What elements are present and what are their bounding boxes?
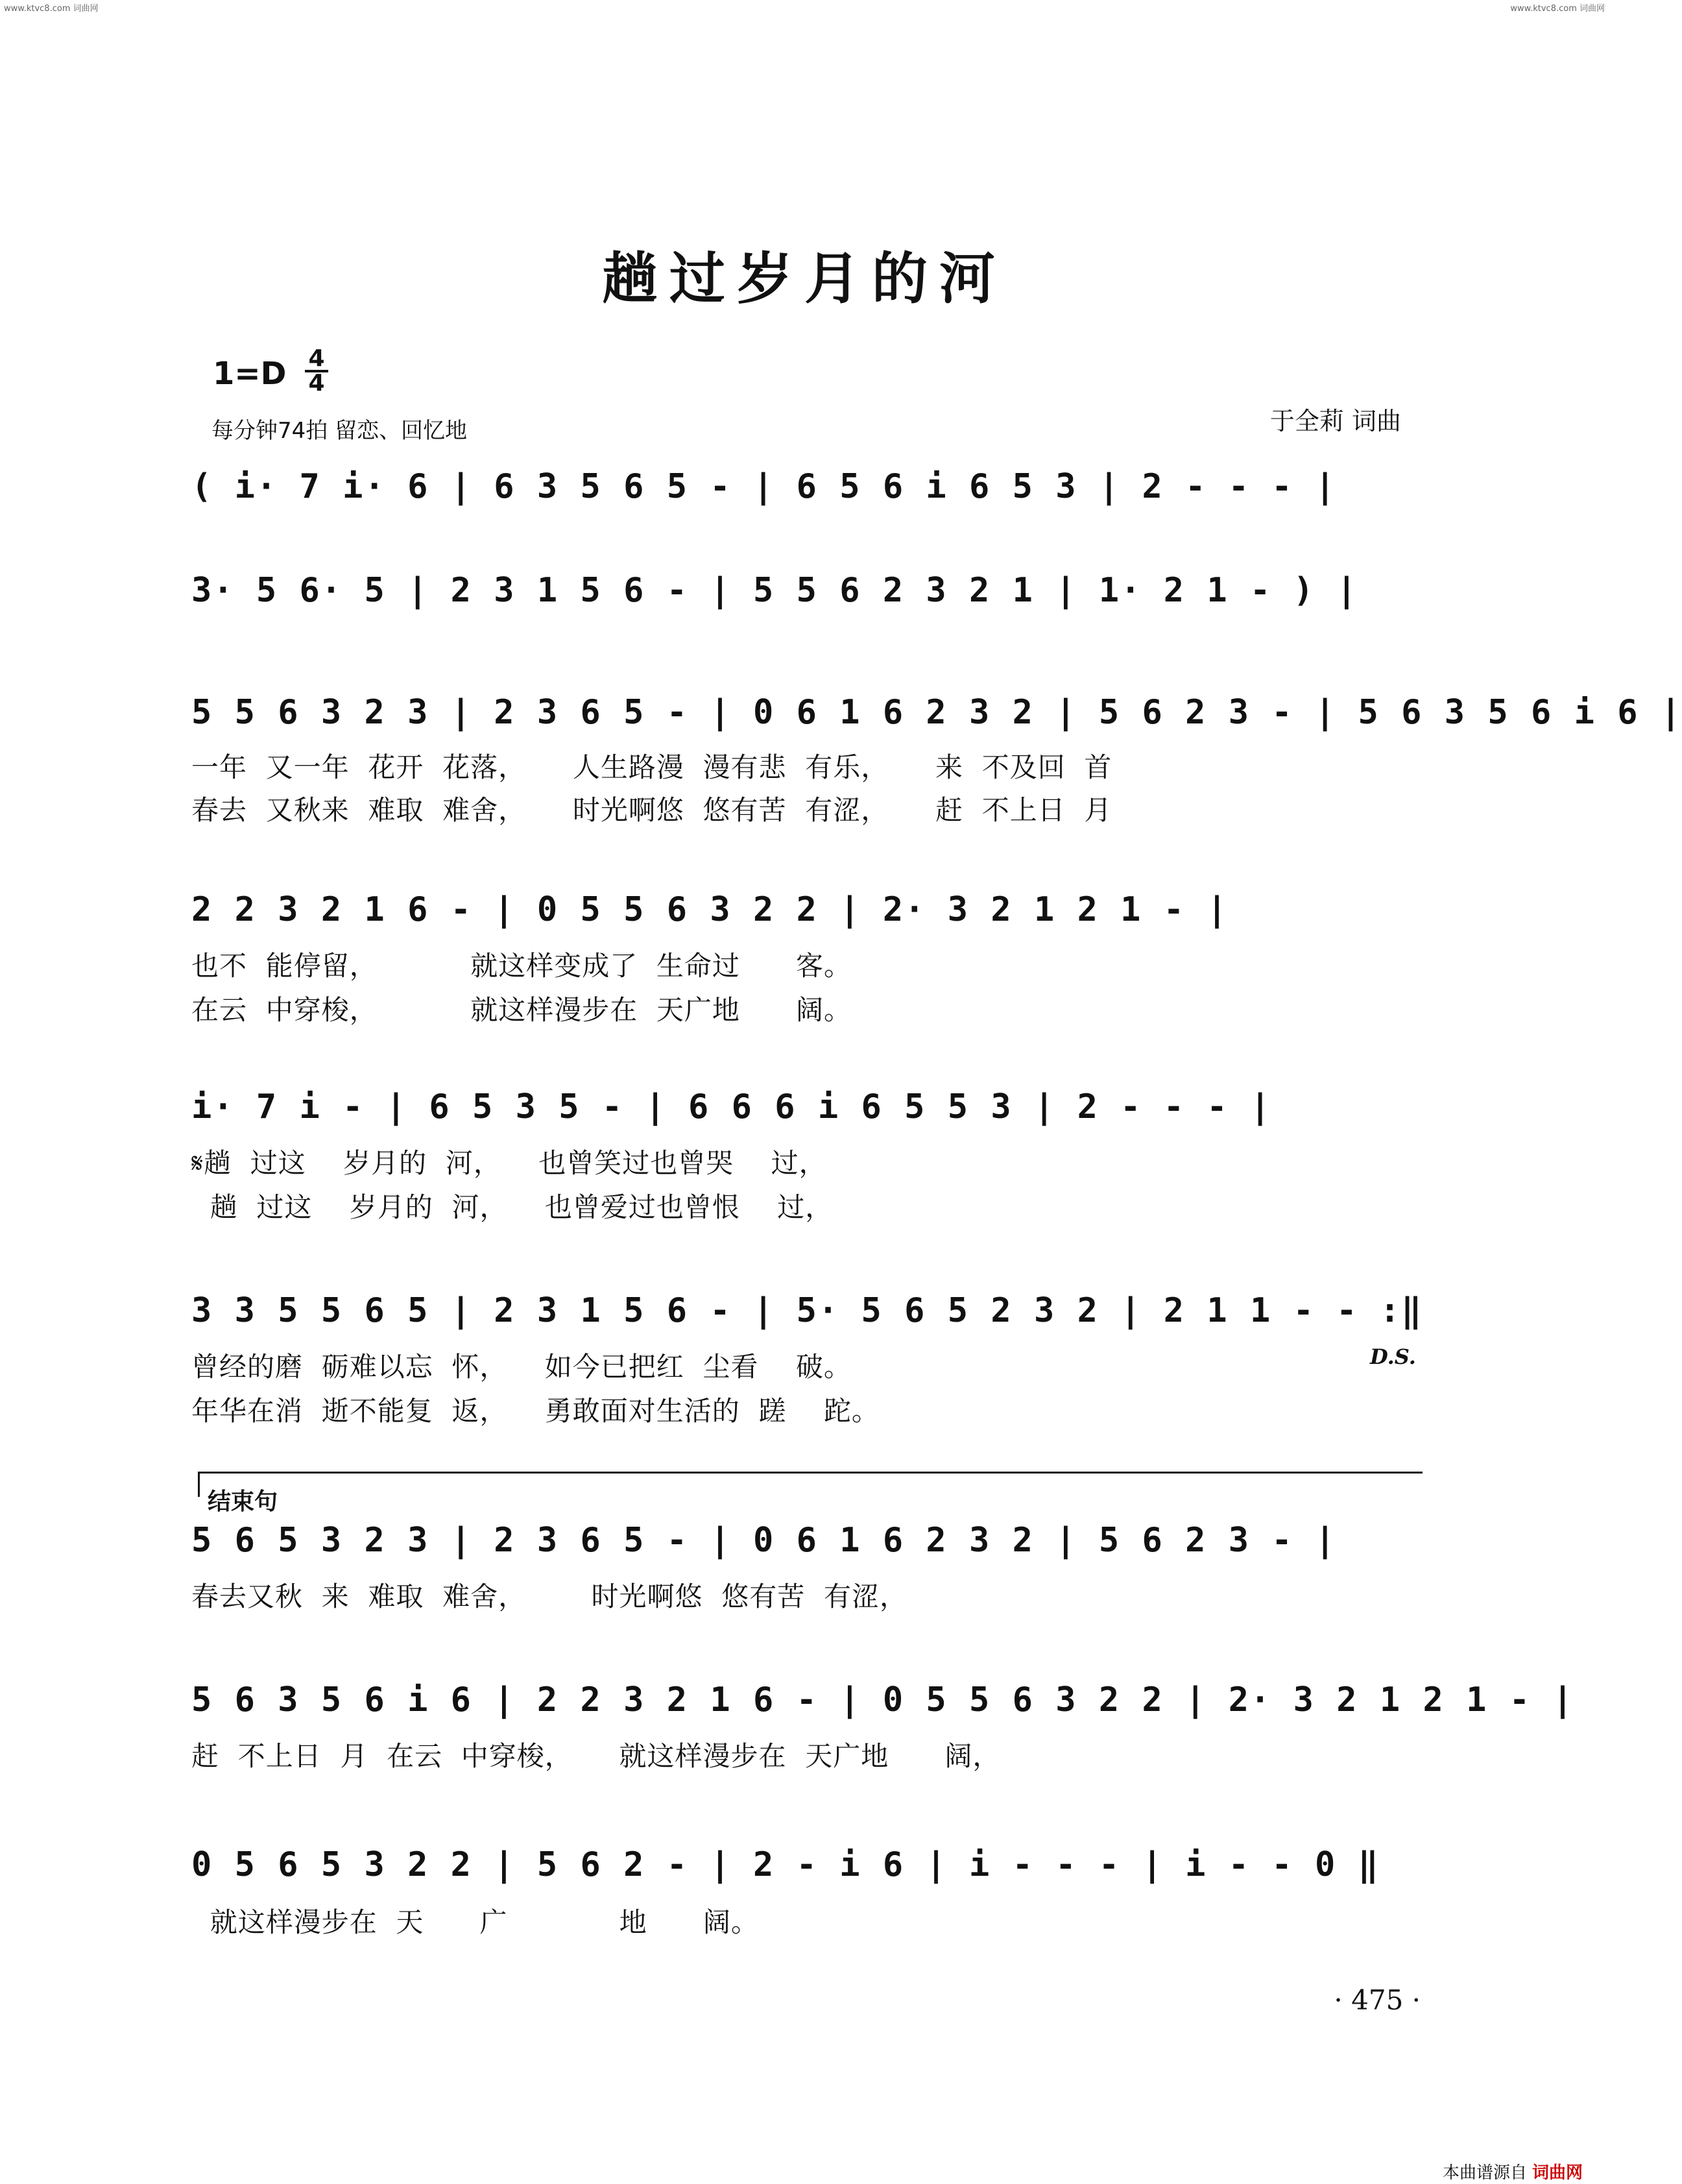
key-signature: 1=D bbox=[213, 356, 287, 392]
footer-text: 本曲谱源自 bbox=[1442, 2163, 1527, 2183]
dal-segno-mark: D.S. bbox=[1370, 1344, 1416, 1369]
notation-line-2: 3· 5 6· 5 | 2 3 1 5 6 - | 5 5 6 2 3 2 1 | 1· 2 1 - ) | bbox=[191, 571, 1358, 610]
notation-line-6: 3 3 5 5 6 5 | 2 3 1 5 6 - | 5· 5 6 5 2 3 2 | 2 1 1 - - :‖ bbox=[191, 1291, 1423, 1330]
notation-line-8: 5 6 3 5 6 i 6 | 2 2 3 2 1 6 - | 0 5 5 6 3 2 2 | 2· 3 2 1 2 1 - | bbox=[191, 1680, 1574, 1719]
lyric-line-4-verse-1: 也不 能停留， 就这样变成了 生命过 客。 bbox=[191, 950, 852, 982]
song-title: 趟过岁月的河 bbox=[602, 246, 1007, 311]
footer bbox=[1443, 2159, 1583, 2183]
notation-line-3: 5 5 6 3 2 3 | 2 3 6 5 - | 0 6 1 6 2 3 2 | 5 6 2 3 - | 5 6 3 5 6 i 6 | bbox=[191, 693, 1682, 732]
time-signature-top: 4 bbox=[308, 345, 325, 372]
lyric-line-4-verse-2: 在云 中穿梭， 就这样漫步在 天广地 阔。 bbox=[191, 994, 852, 1026]
lyric-line-6-verse-1: 曾经的磨 砺难以忘 怀， 如今已把红 尘看 破。 bbox=[191, 1351, 852, 1383]
lyric-line-6-verse-2: 年华在消 逝不能复 返， 勇敢面对生活的 蹉 跎。 bbox=[191, 1395, 880, 1427]
footer-brand: 词曲网 bbox=[1532, 2163, 1583, 2183]
lyric-line-9: 就这样漫步在 天 广 地 阔。 bbox=[191, 1906, 759, 1938]
coda-label: 结束句 bbox=[208, 1488, 278, 1515]
notation-line-4: 2 2 3 2 1 6 - | 0 5 5 6 3 2 2 | 2· 3 2 1 2 1 - | bbox=[191, 890, 1229, 929]
watermark-right: www.ktvc8.com 词曲网 bbox=[1510, 4, 1605, 14]
notation-line-5: i· 7 i - | 6 5 3 5 - | 6 6 6 i 6 5 5 3 | 2 - - - | bbox=[191, 1087, 1272, 1126]
time-signature bbox=[305, 345, 328, 396]
lyric-line-3-verse-1: 一年 又一年 花开 花落， 人生路漫 漫有悲 有乐， 来 不及回 首 bbox=[191, 751, 1112, 783]
page-number: · 475 · bbox=[1334, 1984, 1421, 2016]
notation-line-1: ( i· 7 i· 6 | 6 3 5 6 5 - | 6 5 6 i 6 5 3 | 2 - - - | bbox=[191, 467, 1337, 506]
lyric-line-3-verse-2: 春去 又秋来 难取 难舍， 时光啊悠 悠有苦 有涩， 赶 不上日 月 bbox=[191, 794, 1112, 826]
tempo-marking: 每分钟74拍 留恋、回忆地 bbox=[211, 418, 468, 444]
watermark-left: www.ktvc8.com 词曲网 bbox=[4, 4, 99, 14]
lyric-line-7: 春去又秋 来 难取 难舍， 时光啊悠 悠有苦 有涩， bbox=[191, 1581, 907, 1612]
notation-line-9: 0 5 6 5 3 2 2 | 5 6 2 - | 2 - i 6 | i - - - | i - - 0 ‖ bbox=[191, 1845, 1380, 1884]
coda-bracket bbox=[198, 1472, 1423, 1497]
composer-credit: 于全莉 词曲 bbox=[1269, 407, 1401, 435]
notation-line-7: 5 6 5 3 2 3 | 2 3 6 5 - | 0 6 1 6 2 3 2 | 5 6 2 3 - | bbox=[191, 1521, 1337, 1560]
lyric-line-8: 赶 不上日 月 在云 中穿梭， 就这样漫步在 天广地 阔， bbox=[191, 1740, 1001, 1772]
lyric-line-5-verse-2: 趟 过这 岁月的 河， 也曾爱过也曾恨 过， bbox=[191, 1191, 834, 1223]
lyric-line-5-verse-1: 𝄋趟 过这 岁月的 河， 也曾笑过也曾哭 过， bbox=[191, 1147, 827, 1179]
time-signature-bottom: 4 bbox=[305, 370, 328, 394]
